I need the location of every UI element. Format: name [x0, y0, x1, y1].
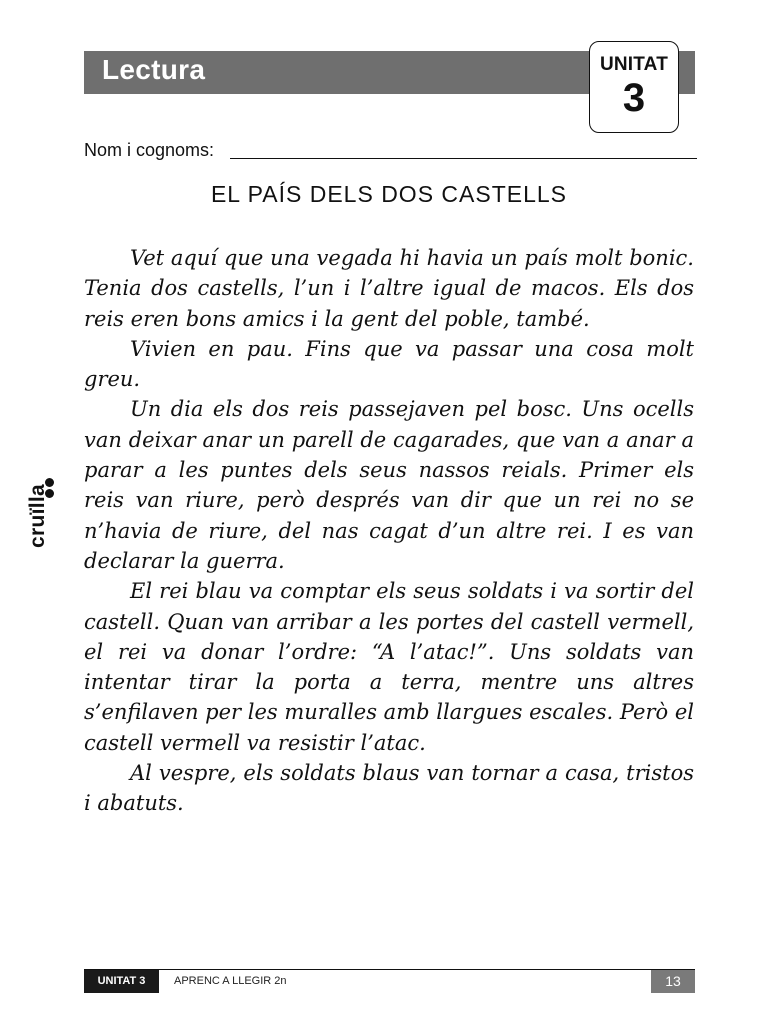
page-number: 13 [651, 970, 695, 993]
publisher-logo-text: cruïlla [25, 484, 49, 548]
footer-unit-label: UNITAT 3 [84, 970, 159, 993]
unit-number: 3 [622, 76, 646, 120]
story-paragraph: Al vespre, els soldats blaus van tornar a casa, tristos i abatuts. [84, 761, 694, 816]
unit-badge [589, 41, 679, 133]
name-field-row [84, 139, 697, 163]
name-field-label: Nom i cognoms: [84, 140, 215, 160]
story-body [84, 243, 694, 819]
story-paragraph: El rei blau va comptar els seus soldats i va sortir del castell. Quan van arribar a les portes del castell vermell, el rei va donar l’ordre: “A l’atac!”. Uns soldats van intentar tirar la porta a terra, mentre uns altres s’enfilaven per les muralles amb llargues escales. Però el castell vermell va resistir l’atac. [84, 579, 694, 755]
story-title: EL PAÍS DELS DOS CASTELLS [210, 181, 568, 207]
section-title: Lectura [102, 54, 206, 85]
unit-label: UNITAT [599, 54, 669, 75]
story-paragraph: Vivien en pau. Fins que va passar una cosa molt greu. [84, 336, 694, 392]
story-paragraph: Un dia els dos reis passejaven pel bosc. Uns ocells van deixar anar un parell de cagarades, que van a anar a parar a les puntes dels seus nassos reials. Primer els reis van riure, però després van dir que un rei no se n’havia de riure, del nas cagat d’un altre rei. I es van declarar la guerra. [84, 397, 694, 573]
page-footer [84, 969, 695, 993]
publisher-logo [22, 478, 72, 558]
name-write-line[interactable] [230, 158, 697, 159]
footer-book-title: APRENC A LLEGIR 2n [174, 975, 287, 987]
story-paragraph: Vet aquí que una vegada hi havia un país molt bonic. Tenia dos castells, l’un i l’altre igual de macos. Els dos reis eren bons amics i la gent del poble, també. [84, 246, 694, 331]
